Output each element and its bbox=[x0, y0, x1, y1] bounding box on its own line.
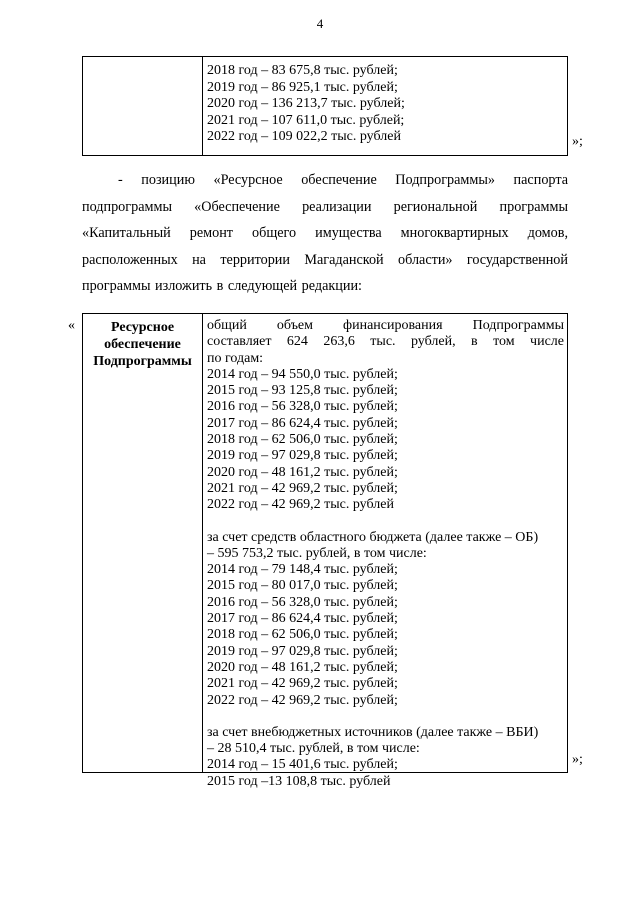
year-line: 2021 год – 42 969,2 тыс. рублей; bbox=[207, 676, 398, 692]
label-line: Подпрограммы bbox=[93, 354, 192, 369]
year-line: 2017 год – 86 624,4 тыс. рублей; bbox=[207, 415, 398, 431]
spacer bbox=[207, 514, 564, 530]
paragraph-line: подпрограммы «Обеспечение реализации региональной программы bbox=[82, 198, 568, 215]
resource-value-cell bbox=[203, 314, 567, 789]
total-line: общий объем финансирования Подпрограммы bbox=[207, 318, 564, 333]
year-line: 2018 год – 62 506,0 тыс. рублей; bbox=[207, 432, 398, 448]
year-line: 2020 год – 48 161,2 тыс. рублей; bbox=[207, 659, 398, 675]
paragraph-line: расположенных на территории Магаданской области» государственной bbox=[82, 251, 568, 268]
year-line: 2020 год – 136 213,7 тыс. рублей; bbox=[207, 96, 405, 111]
ob-line: – 595 753,2 тыс. рублей, в том числе: bbox=[207, 545, 427, 561]
year-line: 2019 год – 97 029,8 тыс. рублей; bbox=[207, 643, 398, 659]
year-line: 2019 год – 97 029,8 тыс. рублей; bbox=[207, 448, 398, 464]
paragraph-line: программы изложить в следующей редакции: bbox=[82, 278, 362, 294]
year-line: 2015 год – 93 125,8 тыс. рублей; bbox=[207, 383, 398, 399]
year-line: 2018 год – 62 506,0 тыс. рублей; bbox=[207, 627, 398, 643]
year-line: 2021 год – 42 969,2 тыс. рублей; bbox=[207, 480, 398, 496]
label-line: обеспечение bbox=[104, 337, 181, 352]
closing-quote: »; bbox=[572, 134, 583, 149]
ob-line: за счет средств областного бюджета (далее также – ОБ) bbox=[207, 529, 539, 545]
year-line: 2022 год – 109 022,2 тыс. рублей bbox=[207, 129, 401, 144]
total-line: по годам: bbox=[207, 350, 264, 366]
year-line: 2014 год – 94 550,0 тыс. рублей; bbox=[207, 366, 398, 382]
funding-table-continuation bbox=[82, 56, 568, 156]
page-number: 4 bbox=[316, 16, 324, 31]
year-line: 2017 год – 86 624,4 тыс. рублей; bbox=[207, 611, 398, 627]
year-line: 2016 год – 56 328,0 тыс. рублей; bbox=[207, 399, 398, 415]
year-line: 2014 год – 15 401,6 тыс. рублей; bbox=[207, 757, 398, 773]
year-line: 2020 год – 48 161,2 тыс. рублей; bbox=[207, 464, 398, 480]
year-line: 2022 год – 42 969,2 тыс. рублей bbox=[207, 497, 394, 513]
year-line: 2015 год –13 108,8 тыс. рублей bbox=[207, 773, 391, 789]
value-cell bbox=[203, 57, 567, 155]
resource-label-cell bbox=[83, 314, 203, 772]
vbi-line: за счет внебюджетных источников (далее также – ВБИ) bbox=[207, 724, 539, 740]
year-line: 2019 год – 86 925,1 тыс. рублей; bbox=[207, 79, 398, 95]
paragraph-line: - позицию «Ресурсное обеспечение Подпрограммы» паспорта bbox=[118, 172, 568, 188]
year-line: 2018 год – 83 675,8 тыс. рублей; bbox=[207, 63, 398, 78]
total-line: составляет 624 263,6 тыс. рублей, в том числе bbox=[207, 334, 564, 350]
year-line: 2016 год – 56 328,0 тыс. рублей; bbox=[207, 594, 398, 610]
resource-table bbox=[82, 313, 568, 789]
year-line: 2015 год – 80 017,0 тыс. рублей; bbox=[207, 578, 398, 594]
closing-quote: »; bbox=[572, 752, 583, 767]
label-line: Ресурсное bbox=[110, 320, 175, 335]
year-line: 2014 год – 79 148,4 тыс. рублей; bbox=[207, 562, 398, 578]
paragraph-line: «Капитальный ремонт общего имущества многоквартирных домов, bbox=[82, 225, 568, 241]
year-line: 2022 год – 42 969,2 тыс. рублей; bbox=[207, 692, 398, 708]
spacer bbox=[207, 709, 564, 725]
instruction-paragraph bbox=[82, 167, 568, 300]
opening-quote: « bbox=[68, 318, 75, 333]
vbi-line: – 28 510,4 тыс. рублей, в том числе: bbox=[207, 741, 420, 757]
year-line: 2021 год – 107 611,0 тыс. рублей; bbox=[207, 112, 405, 128]
empty-label-cell bbox=[83, 57, 203, 155]
